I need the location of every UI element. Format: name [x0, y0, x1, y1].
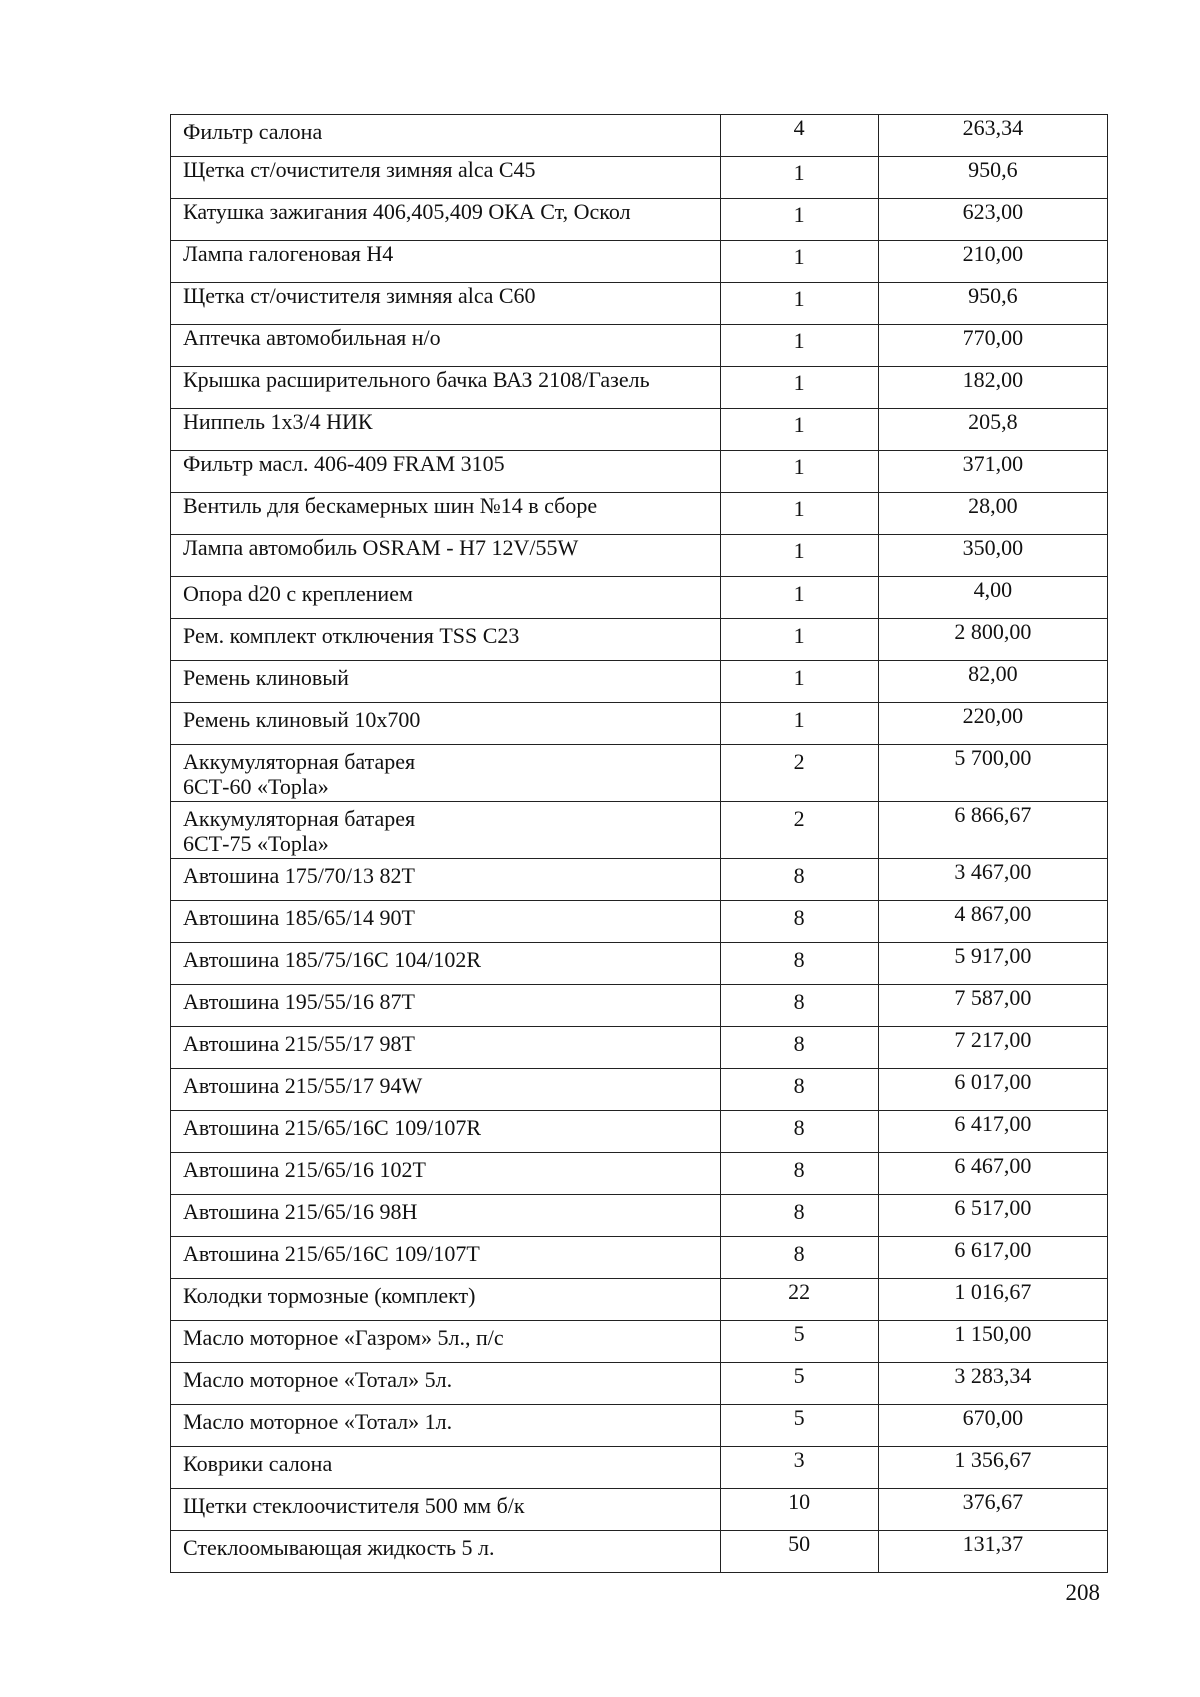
table-row	[171, 1363, 1108, 1405]
item-price-cell	[878, 157, 1107, 199]
item-quantity: 8	[793, 863, 805, 888]
item-price-cell	[878, 367, 1107, 409]
item-quantity: 10	[788, 1489, 811, 1514]
item-name-line: Щетка ст/очистителя зимняя alca C60	[183, 283, 536, 308]
table-row	[171, 619, 1108, 661]
item-name-cell	[171, 493, 721, 535]
table-row	[171, 1405, 1108, 1447]
item-name	[171, 985, 720, 1014]
item-name	[171, 451, 720, 480]
item-price-cell	[878, 703, 1107, 745]
item-name	[171, 535, 720, 564]
item-name-cell	[171, 535, 721, 577]
table-row	[171, 1489, 1108, 1531]
item-name-cell	[171, 1531, 721, 1573]
item-quantity-cell	[720, 241, 878, 283]
table-row	[171, 745, 1108, 802]
item-name-cell	[171, 451, 721, 493]
item-name	[171, 1069, 720, 1098]
item-price: 210,00	[962, 241, 1024, 266]
item-name-line: Автошина 215/65/16С 109/107T	[183, 1241, 480, 1266]
item-quantity: 8	[793, 905, 805, 930]
item-price: 7 217,00	[954, 1027, 1032, 1052]
item-name-cell	[171, 985, 721, 1027]
item-name-line: Колодки тормозные (комплект)	[183, 1283, 476, 1308]
item-name-cell	[171, 115, 721, 157]
item-name-cell	[171, 1069, 721, 1111]
table-row	[171, 1195, 1108, 1237]
item-price-cell	[878, 535, 1107, 577]
item-price-cell	[878, 901, 1107, 943]
item-name-cell	[171, 859, 721, 901]
item-name-line: Коврики салона	[183, 1451, 333, 1476]
item-price-cell	[878, 745, 1107, 802]
item-name-cell	[171, 1321, 721, 1363]
item-name-cell	[171, 1153, 721, 1195]
item-price: 6 467,00	[954, 1153, 1032, 1178]
item-name-line: Ремень клиновый	[183, 665, 349, 690]
item-quantity-cell	[720, 619, 878, 661]
item-quantity-cell	[720, 577, 878, 619]
item-quantity-cell	[720, 535, 878, 577]
table-row	[171, 115, 1108, 157]
item-quantity-cell	[720, 409, 878, 451]
item-quantity: 1	[793, 581, 805, 606]
item-price: 220,00	[962, 703, 1024, 728]
item-quantity-cell	[720, 943, 878, 985]
item-name	[171, 199, 720, 228]
item-name-cell	[171, 1447, 721, 1489]
item-quantity-cell	[720, 802, 878, 859]
item-quantity: 8	[793, 1115, 805, 1140]
item-name	[171, 901, 720, 930]
item-price-cell	[878, 1111, 1107, 1153]
item-price: 4,00	[973, 577, 1013, 602]
item-quantity: 5	[793, 1363, 805, 1388]
item-price-cell	[878, 1447, 1107, 1489]
item-quantity-cell	[720, 1489, 878, 1531]
item-quantity: 8	[793, 1157, 805, 1182]
item-quantity: 1	[793, 160, 805, 185]
item-price: 950,6	[968, 283, 1018, 308]
item-name-cell	[171, 409, 721, 451]
item-name-line: Аккумуляторная батарея	[183, 749, 416, 774]
item-quantity: 1	[793, 244, 805, 269]
item-name	[171, 1279, 720, 1308]
item-name	[171, 1363, 720, 1392]
item-quantity-cell	[720, 1195, 878, 1237]
item-name-cell	[171, 1237, 721, 1279]
item-quantity: 3	[793, 1447, 805, 1472]
item-quantity-cell	[720, 1531, 878, 1573]
item-name	[171, 409, 720, 438]
table-row	[171, 901, 1108, 943]
item-name-cell	[171, 367, 721, 409]
item-quantity: 1	[793, 623, 805, 648]
item-price-cell	[878, 115, 1107, 157]
table-row	[171, 1111, 1108, 1153]
item-quantity: 1	[793, 665, 805, 690]
item-name-line: Автошина 215/65/16С 109/107R	[183, 1115, 481, 1140]
item-quantity-cell	[720, 703, 878, 745]
table-row	[171, 1027, 1108, 1069]
item-name	[171, 1447, 720, 1476]
item-name-cell	[171, 241, 721, 283]
item-quantity-cell	[720, 367, 878, 409]
item-quantity: 1	[793, 496, 805, 521]
item-name-cell	[171, 157, 721, 199]
items-table	[170, 114, 1108, 1573]
items-table-body	[171, 115, 1108, 1573]
item-name-cell	[171, 943, 721, 985]
item-name-line: Катушка зажигания 406,405,409 ОКА Ст, Оскол	[183, 199, 631, 224]
item-name-cell	[171, 1489, 721, 1531]
item-name-cell	[171, 1405, 721, 1447]
item-price-cell	[878, 619, 1107, 661]
item-quantity: 2	[793, 749, 805, 774]
item-price: 28,00	[968, 493, 1018, 518]
table-row	[171, 451, 1108, 493]
table-row	[171, 1279, 1108, 1321]
item-name-line: Стеклоомывающая жидкость 5 л.	[183, 1535, 495, 1560]
table-row	[171, 157, 1108, 199]
item-name-line: Лампа автомобиль OSRAM - Н7 12V/55W	[183, 535, 579, 560]
item-price: 371,00	[962, 451, 1024, 476]
item-price: 770,00	[962, 325, 1024, 350]
item-name-cell	[171, 1279, 721, 1321]
item-quantity-cell	[720, 661, 878, 703]
item-price-cell	[878, 577, 1107, 619]
item-quantity-cell	[720, 325, 878, 367]
item-name-cell	[171, 1363, 721, 1405]
item-quantity: 22	[788, 1279, 811, 1304]
item-name-line: 6СТ-60 «Topla»	[183, 774, 329, 799]
item-price-cell	[878, 985, 1107, 1027]
item-quantity-cell	[720, 1363, 878, 1405]
item-price-cell	[878, 1489, 1107, 1531]
item-price-cell	[878, 1279, 1107, 1321]
item-name	[171, 943, 720, 972]
table-row	[171, 1069, 1108, 1111]
item-name-line: Автошина 195/55/16 87T	[183, 989, 415, 1014]
table-row	[171, 859, 1108, 901]
item-price: 6 866,67	[954, 802, 1032, 827]
item-price-cell	[878, 661, 1107, 703]
table-row	[171, 199, 1108, 241]
item-name-line: Рем. комплект отключения TSS C23	[183, 623, 520, 648]
item-price: 3 467,00	[954, 859, 1032, 884]
item-name	[171, 1153, 720, 1182]
item-quantity-cell	[720, 1237, 878, 1279]
item-quantity-cell	[720, 1069, 878, 1111]
item-name	[171, 325, 720, 354]
item-price: 6 617,00	[954, 1237, 1032, 1262]
item-price: 1 150,00	[954, 1321, 1032, 1346]
item-quantity: 8	[793, 1031, 805, 1056]
item-name	[171, 367, 720, 396]
item-name-line: Автошина 215/65/16 98H	[183, 1199, 418, 1224]
item-name-line: Лампа галогеновая Н4	[183, 241, 394, 266]
item-price: 5 700,00	[954, 745, 1032, 770]
item-price: 350,00	[962, 535, 1024, 560]
item-price-cell	[878, 1027, 1107, 1069]
item-quantity-cell	[720, 745, 878, 802]
item-quantity: 1	[793, 328, 805, 353]
item-price-cell	[878, 859, 1107, 901]
item-quantity-cell	[720, 859, 878, 901]
item-name	[171, 619, 720, 648]
item-name	[171, 661, 720, 690]
item-price-cell	[878, 1321, 1107, 1363]
item-price: 82,00	[968, 661, 1018, 686]
item-quantity-cell	[720, 1321, 878, 1363]
item-name-line: Автошина 175/70/13 82T	[183, 863, 415, 888]
item-price: 2 800,00	[954, 619, 1032, 644]
item-price-cell	[878, 1531, 1107, 1573]
item-name	[171, 802, 720, 856]
item-price: 376,67	[962, 1489, 1024, 1514]
item-quantity-cell	[720, 1027, 878, 1069]
item-quantity: 5	[793, 1321, 805, 1346]
item-quantity: 1	[793, 454, 805, 479]
item-name-cell	[171, 901, 721, 943]
item-quantity-cell	[720, 493, 878, 535]
item-name-line: Опора d20 с креплением	[183, 581, 413, 606]
item-name	[171, 1489, 720, 1518]
item-quantity-cell	[720, 199, 878, 241]
item-quantity: 8	[793, 1073, 805, 1098]
table-row	[171, 1153, 1108, 1195]
item-name-line: Автошина 185/65/14 90T	[183, 905, 415, 930]
item-name	[171, 1111, 720, 1140]
item-name-cell	[171, 703, 721, 745]
item-name-cell	[171, 802, 721, 859]
table-row	[171, 325, 1108, 367]
item-name-cell	[171, 199, 721, 241]
table-row	[171, 577, 1108, 619]
item-quantity: 2	[793, 806, 805, 831]
item-name-line: Ниппель 1х3/4 НИК	[183, 409, 373, 434]
table-row	[171, 943, 1108, 985]
item-quantity-cell	[720, 985, 878, 1027]
item-price: 6 417,00	[954, 1111, 1032, 1136]
item-name-cell	[171, 661, 721, 703]
item-name-line: Автошина 215/65/16 102T	[183, 1157, 426, 1182]
table-row	[171, 985, 1108, 1027]
item-name-line: Масло моторное «Газром» 5л., п/с	[183, 1325, 504, 1350]
item-quantity: 1	[793, 538, 805, 563]
item-name-line: Автошина 215/55/17 94W	[183, 1073, 423, 1098]
item-quantity-cell	[720, 157, 878, 199]
item-name	[171, 283, 720, 312]
table-row	[171, 1531, 1108, 1573]
item-name	[171, 1531, 720, 1560]
table-row	[171, 535, 1108, 577]
item-price: 4 867,00	[954, 901, 1032, 926]
item-price-cell	[878, 241, 1107, 283]
page-number: 208	[1065, 1580, 1100, 1605]
item-price-cell	[878, 199, 1107, 241]
item-price: 205,8	[968, 409, 1018, 434]
item-price-cell	[878, 325, 1107, 367]
item-name-line: Аккумуляторная батарея	[183, 806, 416, 831]
item-name	[171, 577, 720, 606]
item-name-cell	[171, 283, 721, 325]
item-quantity-cell	[720, 1279, 878, 1321]
item-quantity: 4	[793, 115, 805, 140]
item-price-cell	[878, 1153, 1107, 1195]
item-name	[171, 1405, 720, 1434]
table-row	[171, 703, 1108, 745]
table-row	[171, 367, 1108, 409]
item-name-line: Щетка ст/очистителя зимняя alca C45	[183, 157, 536, 182]
item-price-cell	[878, 493, 1107, 535]
item-quantity-cell	[720, 451, 878, 493]
table-row	[171, 802, 1108, 859]
item-name-cell	[171, 1111, 721, 1153]
item-price: 7 587,00	[954, 985, 1032, 1010]
item-name-cell	[171, 619, 721, 661]
item-price-cell	[878, 409, 1107, 451]
item-price: 5 917,00	[954, 943, 1032, 968]
item-name-line: 6СТ-75 «Topla»	[183, 831, 329, 856]
item-quantity: 5	[793, 1405, 805, 1430]
item-price-cell	[878, 1363, 1107, 1405]
table-row	[171, 1447, 1108, 1489]
item-price-cell	[878, 283, 1107, 325]
table-row	[171, 241, 1108, 283]
item-name	[171, 493, 720, 522]
item-quantity: 8	[793, 947, 805, 972]
item-price: 131,37	[962, 1531, 1024, 1556]
item-name	[171, 241, 720, 270]
item-price-cell	[878, 1237, 1107, 1279]
item-name-cell	[171, 1195, 721, 1237]
item-price: 263,34	[962, 115, 1024, 140]
item-name-line: Аптечка автомобильная н/о	[183, 325, 441, 350]
item-quantity: 1	[793, 286, 805, 311]
item-price-cell	[878, 1195, 1107, 1237]
item-quantity: 8	[793, 1199, 805, 1224]
item-price: 950,6	[968, 157, 1018, 182]
item-name-line: Масло моторное «Тотал» 5л.	[183, 1367, 453, 1392]
item-price: 1 016,67	[954, 1279, 1032, 1304]
item-price-cell	[878, 1405, 1107, 1447]
item-quantity-cell	[720, 1111, 878, 1153]
item-price: 3 283,34	[954, 1363, 1032, 1388]
item-name-line: Вентиль для бескамерных шин №14 в сборе	[183, 493, 598, 518]
item-name-cell	[171, 577, 721, 619]
item-price: 623,00	[962, 199, 1024, 224]
item-quantity-cell	[720, 1153, 878, 1195]
item-name-line: Фильтр салона	[183, 119, 323, 144]
item-quantity-cell	[720, 1447, 878, 1489]
item-name	[171, 115, 720, 144]
item-name	[171, 745, 720, 799]
table-row	[171, 493, 1108, 535]
item-quantity-cell	[720, 1405, 878, 1447]
item-name-line: Крышка расширительного бачка ВАЗ 2108/Газель	[183, 367, 650, 392]
item-quantity-cell	[720, 901, 878, 943]
item-name	[171, 1195, 720, 1224]
item-name-line: Щетки стеклоочистителя 500 мм б/к	[183, 1493, 525, 1518]
item-name	[171, 703, 720, 732]
item-quantity: 1	[793, 412, 805, 437]
item-name	[171, 1237, 720, 1266]
item-name-line: Автошина 185/75/16С 104/102R	[183, 947, 481, 972]
item-name-cell	[171, 1027, 721, 1069]
item-quantity: 8	[793, 989, 805, 1014]
table-row	[171, 1237, 1108, 1279]
item-name-cell	[171, 325, 721, 367]
table-row	[171, 1321, 1108, 1363]
item-name	[171, 157, 720, 186]
item-price: 6 017,00	[954, 1069, 1032, 1094]
item-price-cell	[878, 802, 1107, 859]
item-price: 670,00	[962, 1405, 1024, 1430]
item-quantity-cell	[720, 115, 878, 157]
table-row	[171, 283, 1108, 325]
item-quantity: 1	[793, 202, 805, 227]
item-price-cell	[878, 943, 1107, 985]
item-price-cell	[878, 1069, 1107, 1111]
table-row	[171, 409, 1108, 451]
item-price-cell	[878, 451, 1107, 493]
item-price: 6 517,00	[954, 1195, 1032, 1220]
item-quantity: 8	[793, 1241, 805, 1266]
item-quantity: 1	[793, 707, 805, 732]
table-row	[171, 661, 1108, 703]
item-name	[171, 1027, 720, 1056]
item-quantity: 1	[793, 370, 805, 395]
item-name	[171, 859, 720, 888]
item-name-cell	[171, 745, 721, 802]
item-quantity-cell	[720, 283, 878, 325]
item-name-line: Автошина 215/55/17 98T	[183, 1031, 415, 1056]
item-price: 1 356,67	[954, 1447, 1032, 1472]
item-name-line: Масло моторное «Тотал» 1л.	[183, 1409, 453, 1434]
item-name-line: Ремень клиновый 10х700	[183, 707, 421, 732]
item-price: 182,00	[962, 367, 1024, 392]
item-name	[171, 1321, 720, 1350]
item-name-line: Фильтр масл. 406-409 FRAM 3105	[183, 451, 505, 476]
item-quantity: 50	[788, 1531, 811, 1556]
